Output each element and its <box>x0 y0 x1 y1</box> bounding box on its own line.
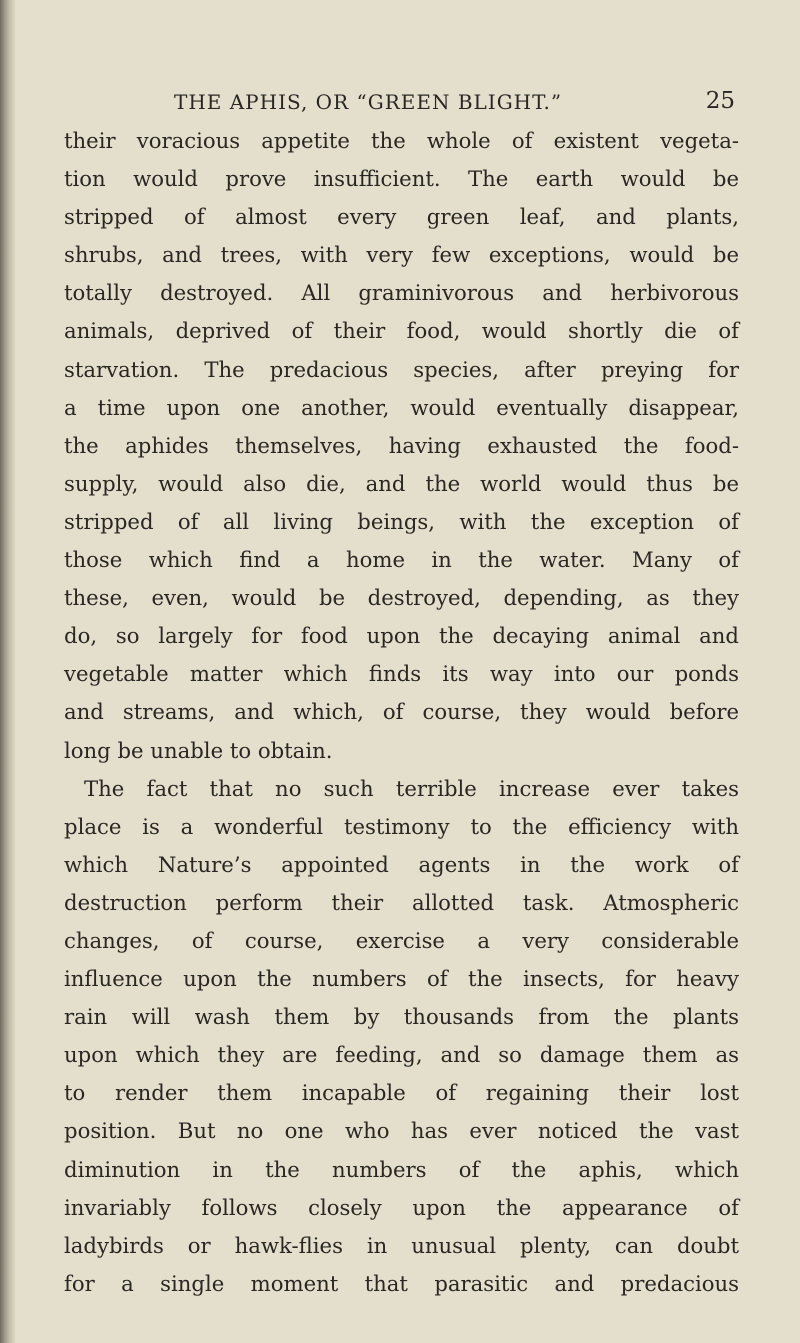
text-line: The fact that no such terrible increase ever takes <box>84 775 739 801</box>
running-head <box>64 82 739 122</box>
text-line: starvation. The predacious species, after preying for <box>64 356 739 382</box>
text-line: for a single moment that parasitic and predacious <box>64 1270 739 1296</box>
book-page <box>64 82 739 1303</box>
text-line: diminution in the numbers of the aphis, which <box>64 1156 739 1182</box>
body-text <box>64 122 739 1303</box>
text-line: these, even, would be destroyed, depending, as they <box>64 585 739 611</box>
text-line: those which find a home in the water. Many of <box>64 547 739 573</box>
text-line: tion would prove insufficient. The earth would be <box>64 166 739 192</box>
text-line: vegetable matter which finds its way into our ponds <box>64 661 739 687</box>
text-line: do, so largely for food upon the decaying animal and <box>64 623 739 649</box>
paragraph-2 <box>64 770 739 1303</box>
text-line: animals, deprived of their food, would shortly die of <box>64 318 739 344</box>
text-line: invariably follows closely upon the appearance of <box>64 1194 739 1220</box>
text-line: supply, would also die, and the world would thus be <box>64 470 739 496</box>
paragraph-1 <box>64 122 739 770</box>
page-number: 25 <box>705 88 735 114</box>
text-line: their voracious appetite the whole of existent vegeta- <box>64 128 739 153</box>
text-line: and streams, and which, of course, they would before <box>64 699 739 725</box>
text-line: ladybirds or hawk-flies in unusual plenty, can doubt <box>64 1232 739 1258</box>
text-line: to render them incapable of regaining their lost <box>64 1080 739 1106</box>
text-line: the aphides themselves, having exhausted the food- <box>64 432 739 458</box>
text-line: upon which they are feeding, and so damage them as <box>64 1042 739 1068</box>
page-binding-edge <box>0 0 16 1343</box>
text-line: stripped of almost every green leaf, and plants, <box>64 204 739 230</box>
running-title: THE APHIS, OR “GREEN BLIGHT.” <box>174 90 563 114</box>
text-line: changes, of course, exercise a very considerable <box>64 927 739 953</box>
text-line: place is a wonderful testimony to the efficiency with <box>64 813 739 839</box>
text-line: totally destroyed. All graminivorous and herbivorous <box>64 280 739 306</box>
text-line: rain will wash them by thousands from the plants <box>64 1004 739 1030</box>
text-line: stripped of all living beings, with the exception of <box>64 508 739 534</box>
text-line: shrubs, and trees, with very few exceptions, would be <box>64 242 739 268</box>
text-line: a time upon one another, would eventually disappear, <box>64 394 739 420</box>
text-line: destruction perform their allotted task. Atmospheric <box>64 889 739 915</box>
text-line: which Nature’s appointed agents in the work of <box>64 851 739 877</box>
text-line: position. But no one who has ever noticed the vast <box>64 1118 739 1144</box>
text-line: long be unable to obtain. <box>64 737 333 763</box>
text-line: influence upon the numbers of the insects, for heavy <box>64 966 739 992</box>
